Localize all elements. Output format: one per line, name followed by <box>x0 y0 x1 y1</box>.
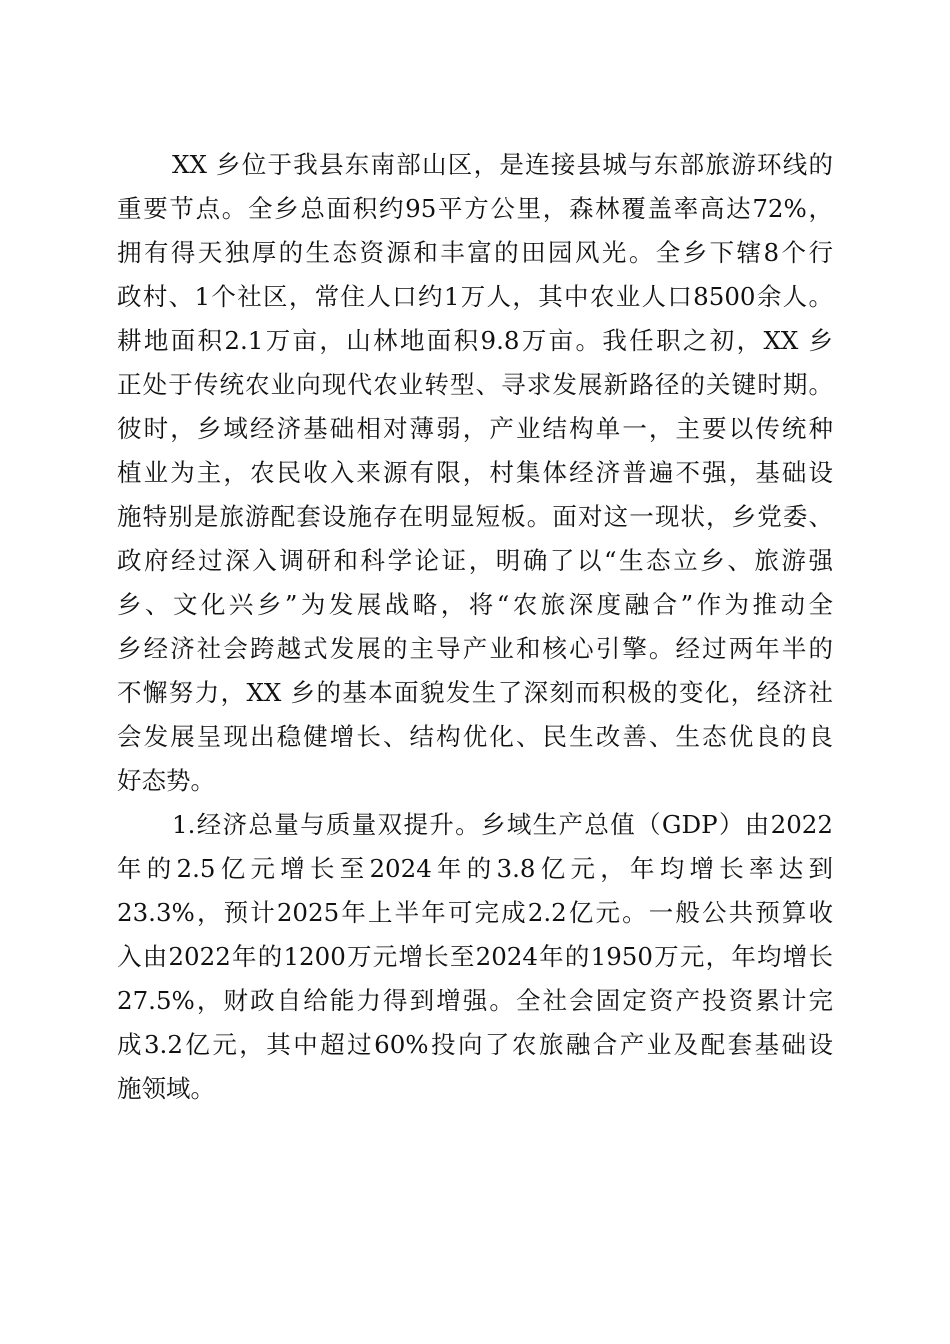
text-line: XX 乡位于我县东南部山区，是连接县城与东部旅游环线的 <box>172 150 833 179</box>
text-line: 成3.2亿元，其中超过60%投向了农旅融合产业及配套基础设 <box>117 1030 833 1059</box>
text-line: 23.3%，预计2025年上半年可完成2.2亿元。一般公共预算收 <box>117 898 833 927</box>
text-line: 乡经济社会跨越式发展的主导产业和核心引擎。经过两年半的 <box>117 634 833 663</box>
text-line: 政村、1个社区，常住人口约1万人，其中农业人口8500余人。 <box>117 282 833 311</box>
text-line: 不懈努力，XX 乡的基本面貌发生了深刻而积极的变化，经济社 <box>117 678 833 707</box>
text-line: 耕地面积2.1万亩，山林地面积9.8万亩。我任职之初，XX 乡 <box>117 326 833 355</box>
text-line: 正处于传统农业向现代农业转型、寻求发展新路径的关键时期。 <box>117 370 833 399</box>
text-line: 彼时，乡域经济基础相对薄弱，产业结构单一，主要以传统种 <box>117 414 833 443</box>
text-line: 27.5%，财政自给能力得到增强。全社会固定资产投资累计完 <box>117 986 833 1015</box>
text-line: 植业为主，农民收入来源有限，村集体经济普遍不强，基础设 <box>117 458 833 487</box>
document-body <box>117 143 833 1111</box>
text-line: 施特别是旅游配套设施存在明显短板。面对这一现状，乡党委、 <box>117 502 833 531</box>
text-line: 施领域。 <box>117 1074 215 1103</box>
text-line: 好态势。 <box>117 766 215 795</box>
text-line: 政府经过深入调研和科学论证，明确了以“生态立乡、旅游强 <box>117 546 833 575</box>
paragraph-overview <box>117 143 833 803</box>
text-line: 年的2.5亿元增长至2024年的3.8亿元，年均增长率达到 <box>117 854 833 883</box>
text-line: 拥有得天独厚的生态资源和丰富的田园风光。全乡下辖8个行 <box>117 238 833 267</box>
text-line: 重要节点。全乡总面积约95平方公里，森林覆盖率高达72%， <box>117 194 833 223</box>
text-line: 1.经济总量与质量双提升。乡域生产总值（GDP）由2022 <box>172 810 833 839</box>
text-line: 会发展呈现出稳健增长、结构优化、民生改善、生态优良的良 <box>117 722 833 751</box>
text-line: 入由2022年的1200万元增长至2024年的1950万元，年均增长 <box>117 942 833 971</box>
paragraph-economy <box>117 803 833 1111</box>
text-line: 乡、文化兴乡”为发展战略，将“农旅深度融合”作为推动全 <box>117 590 833 619</box>
